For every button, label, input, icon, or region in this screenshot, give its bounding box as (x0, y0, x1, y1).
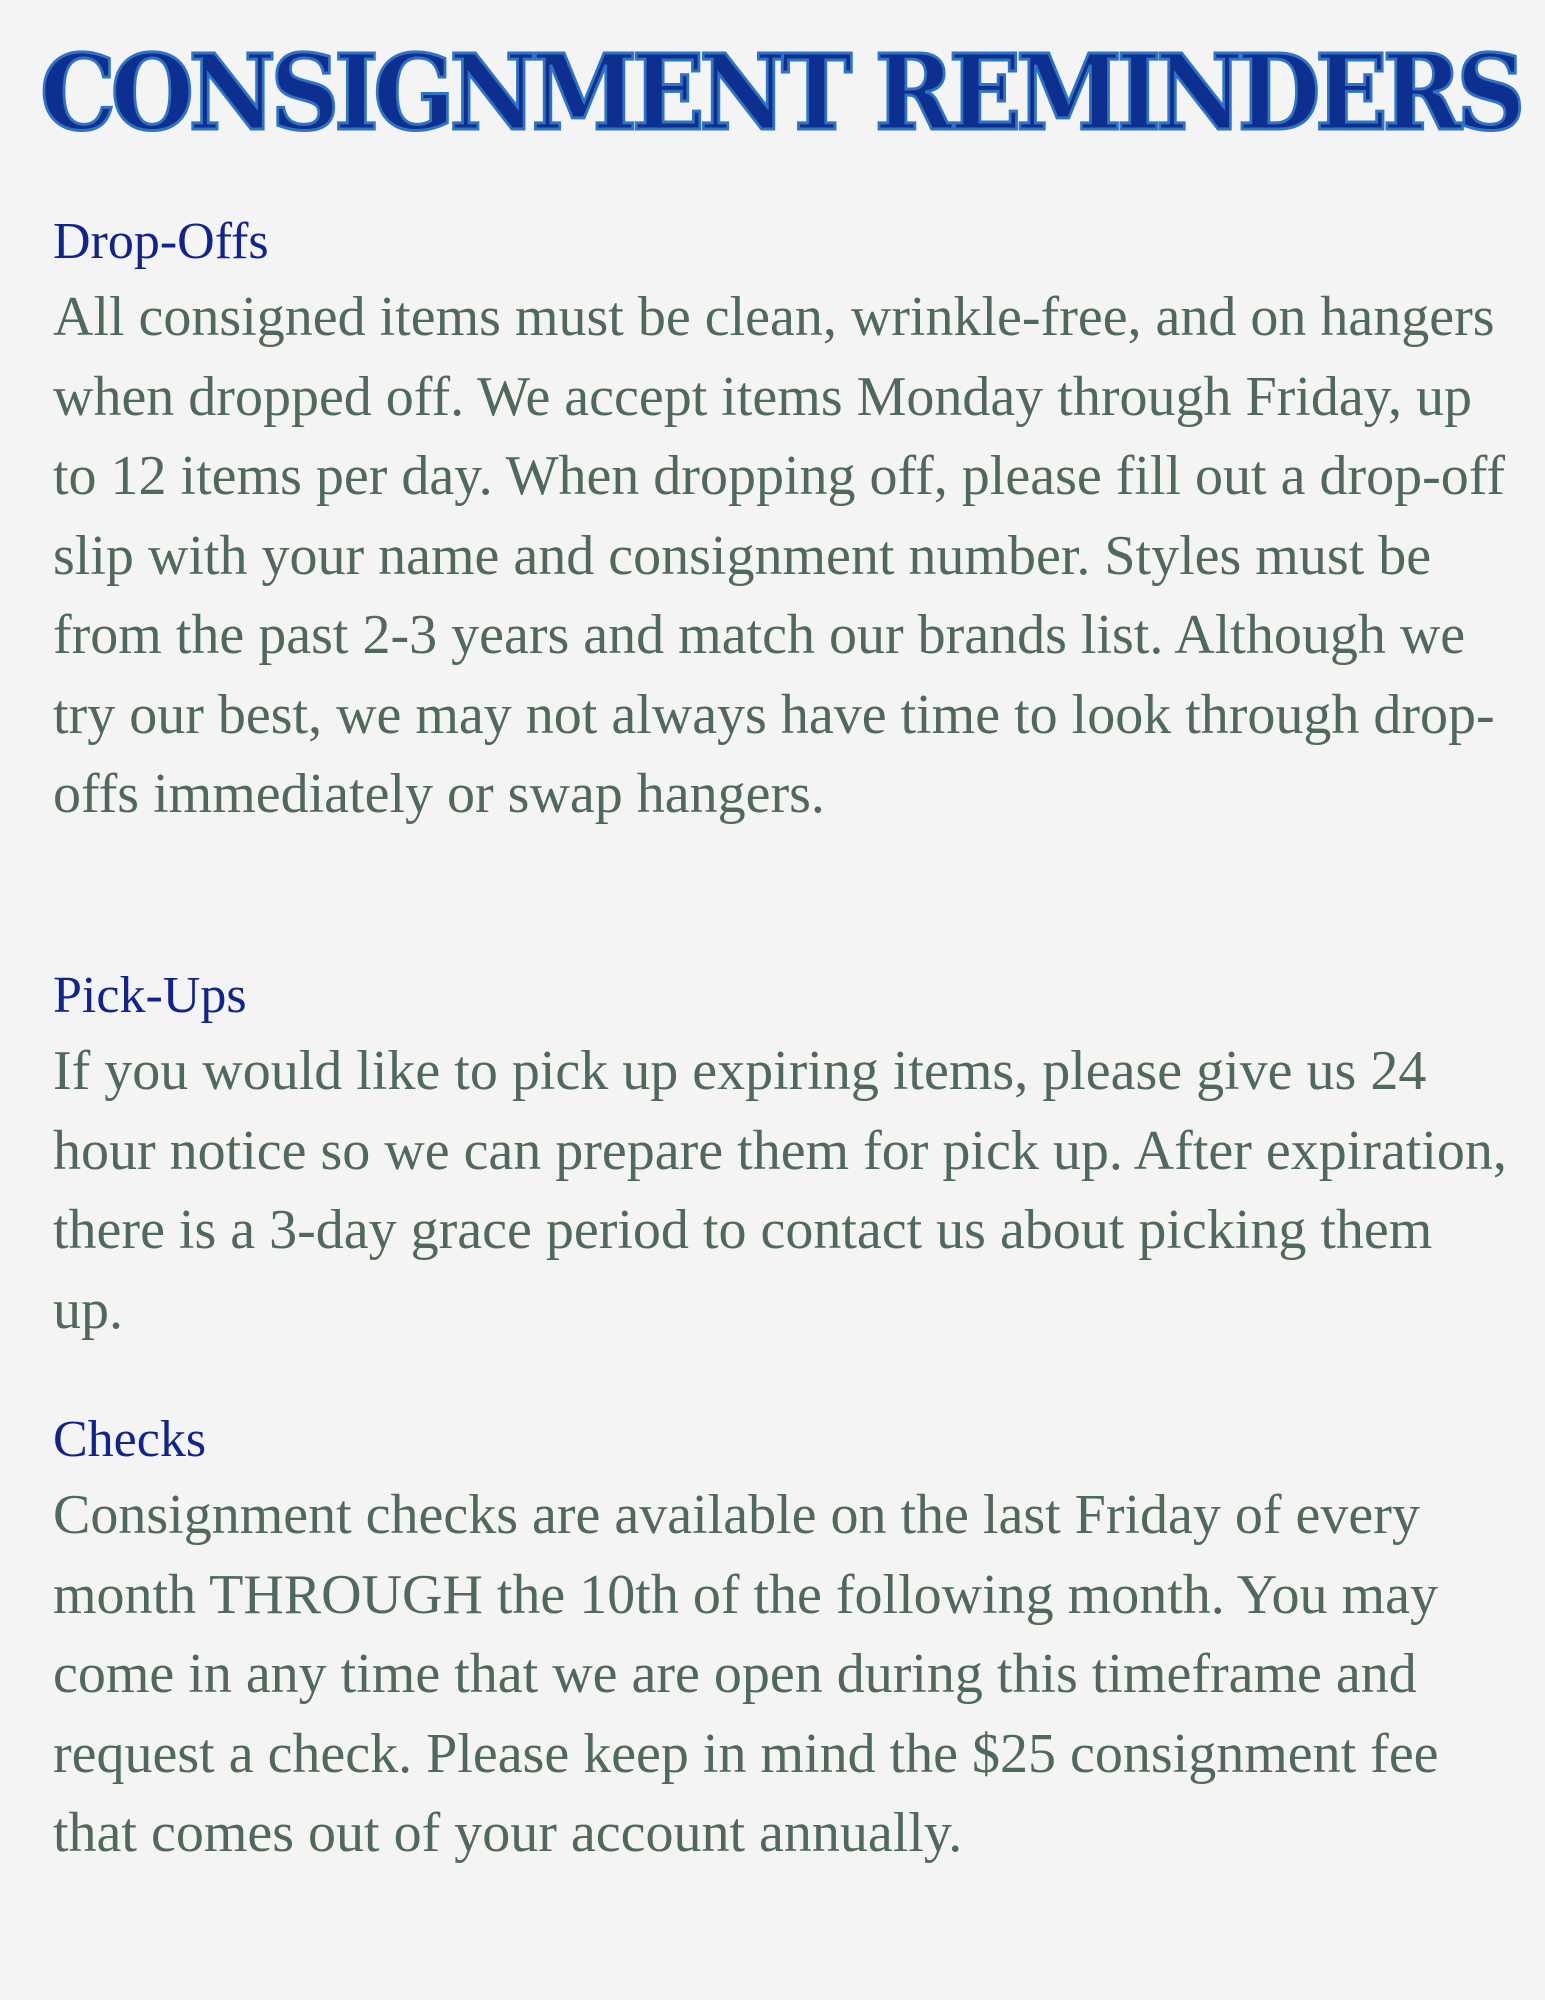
section-heading-pick-ups: Pick-Ups (53, 967, 247, 1024)
section-heading-checks: Checks (53, 1411, 207, 1468)
section-body-pick-ups: If you would like to pick up expiring items, please give us 24 hour notice so we can prepare them for pick up. After expiration, there is a 3-day grace period to contact us about picking them up. (53, 1040, 1507, 1341)
page-title: CONSIGNMENT REMINDERS (40, 31, 1520, 154)
section-heading-drop-offs: Drop-Offs (53, 213, 269, 270)
section-drop-offs (53, 206, 1513, 835)
section-pick-ups (53, 960, 1513, 1350)
section-body-checks: Consignment checks are available on the last Friday of every month THROUGH the 10th of the following month. You may come in any time that we are open during this timeframe and request a check. Please keep in mind the $25 consignment fee that comes out of your account annually. (53, 1484, 1439, 1864)
section-body-drop-offs: All consigned items must be clean, wrinkle-free, and on hangers when dropped off. We accept items Monday through Friday, up to 12 items per day. When dropping off, please fill out a drop-off slip with your name and consignment number. Styles must be from the past 2-3 years and match our brands list. Although we try our best, we may not always have time to look through drop-offs immediately or swap hangers. (53, 286, 1506, 825)
section-checks (53, 1404, 1513, 1874)
